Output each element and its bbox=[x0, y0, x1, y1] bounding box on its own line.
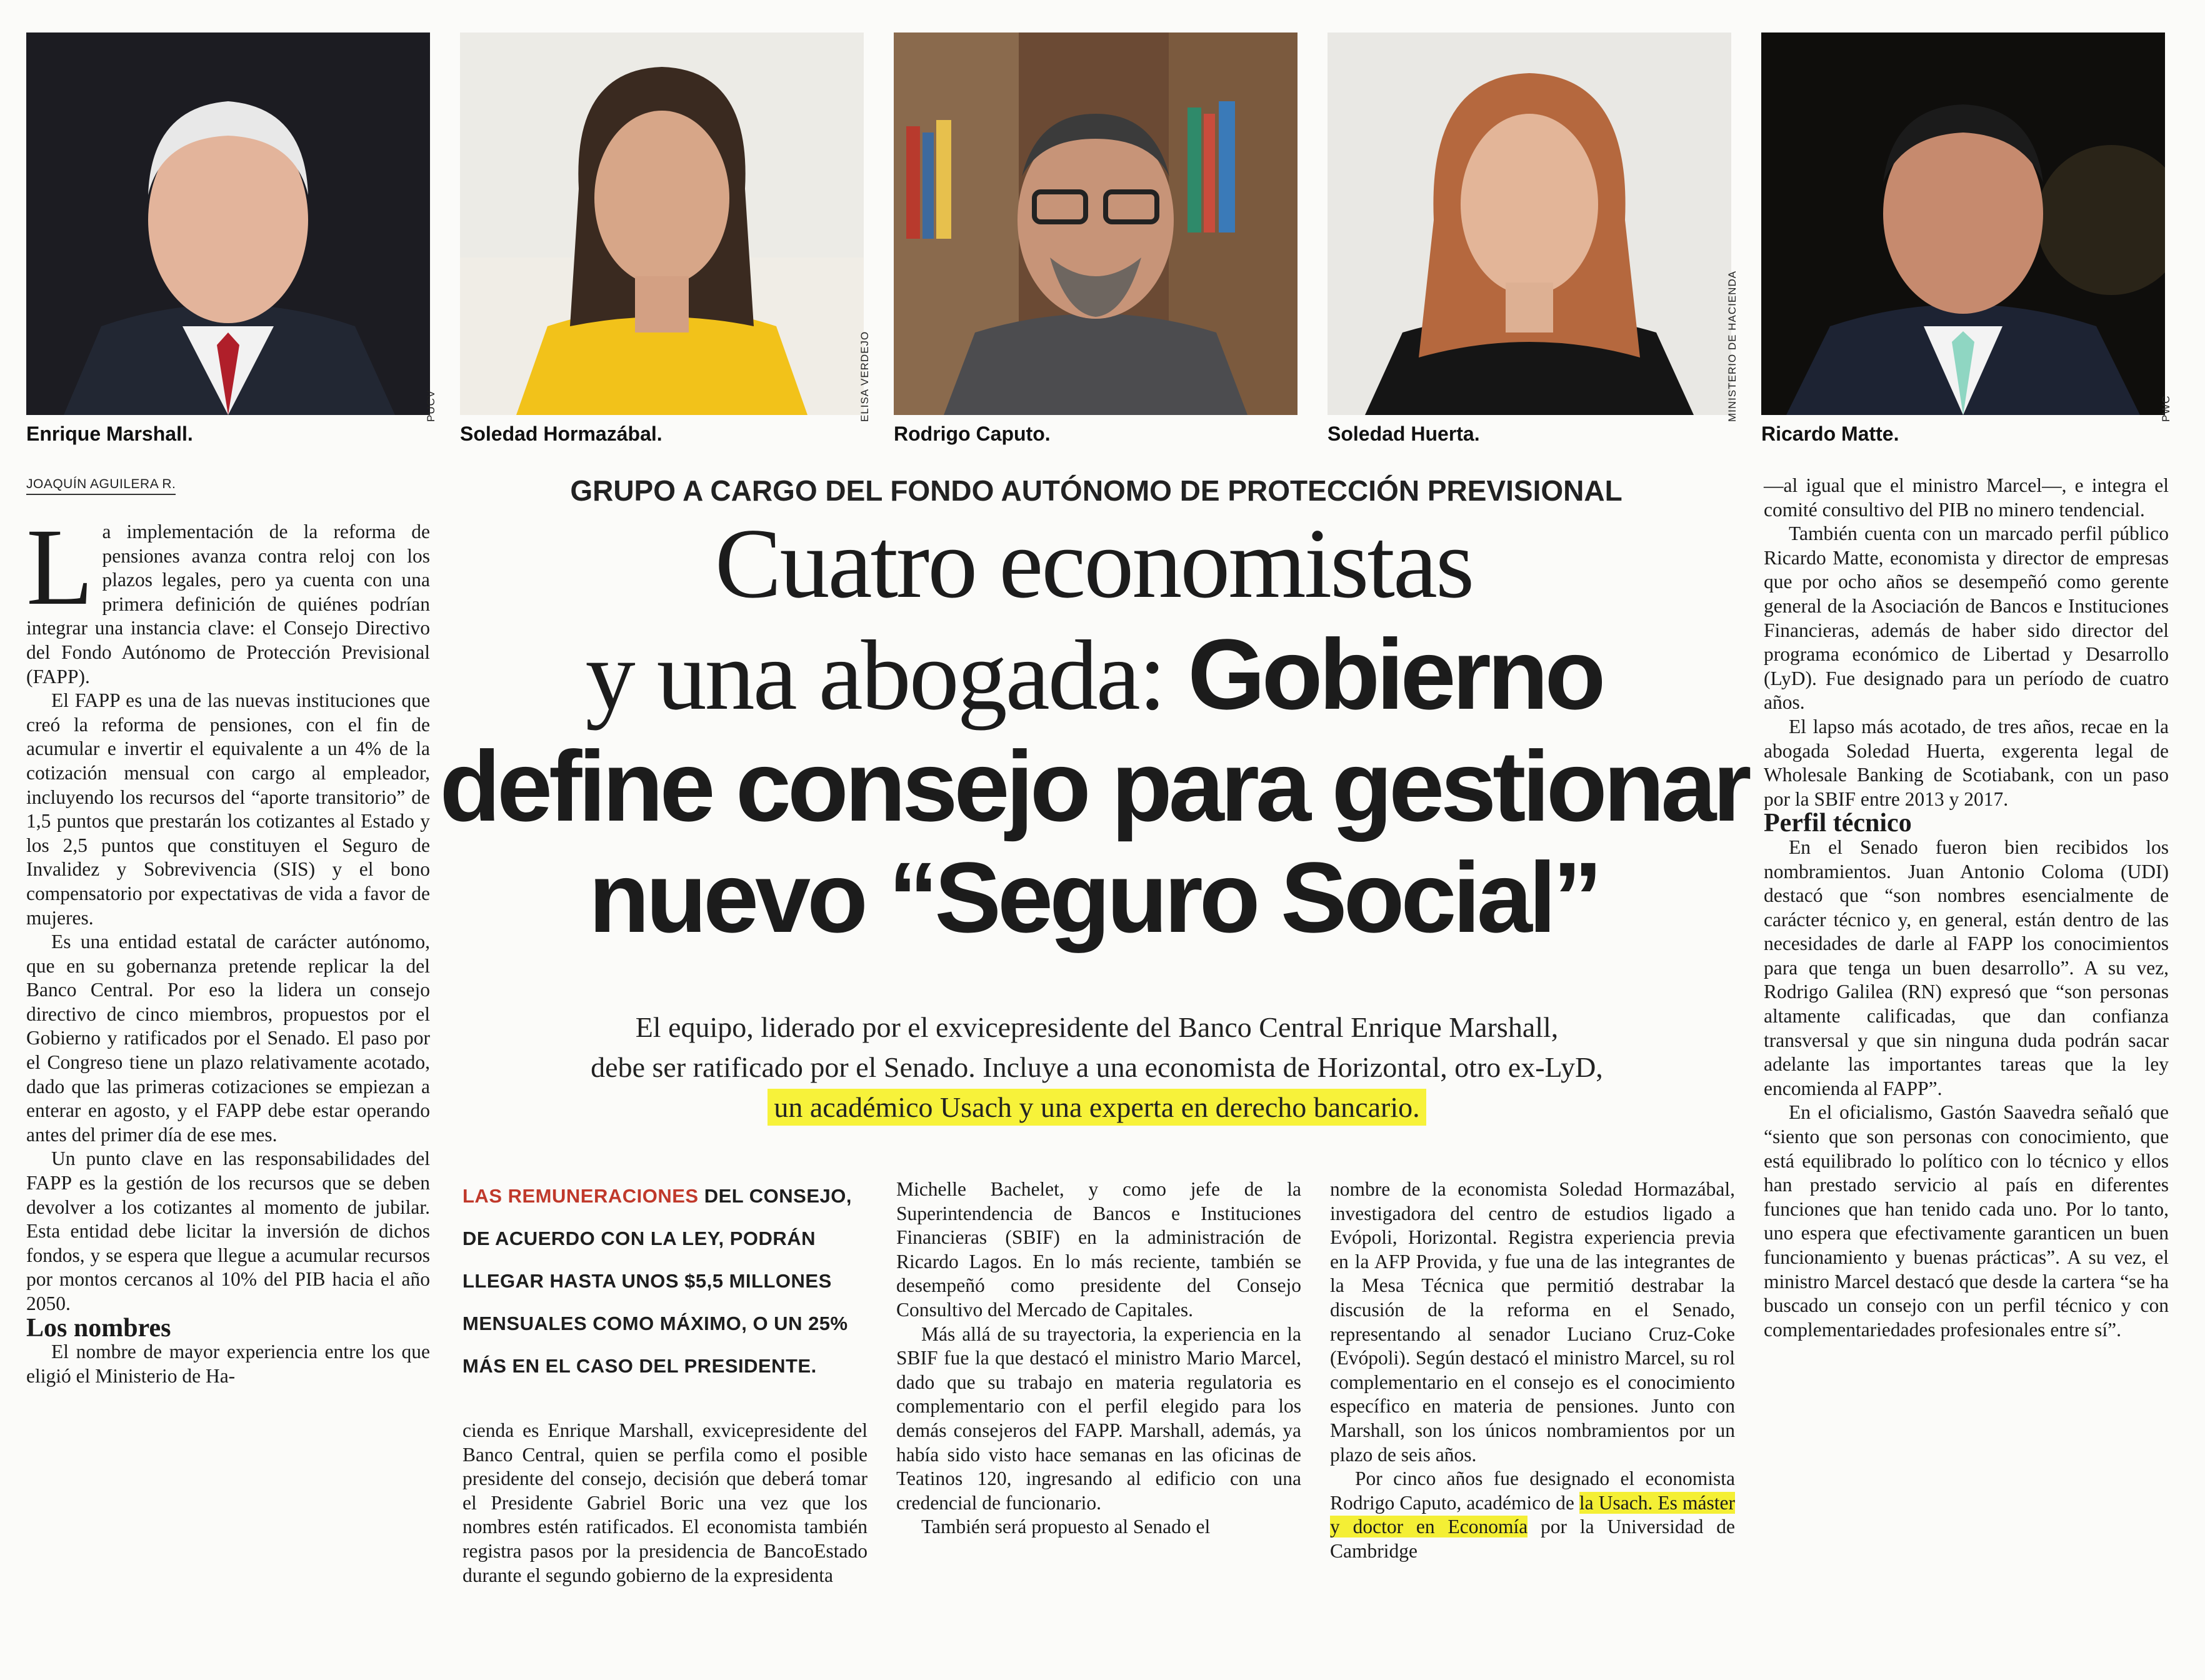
paragraph bbox=[1330, 1467, 1735, 1563]
paragraph: El lapso más acotado, de tres años, recae en la abogada Soledad Huerta, exgerenta legal de Wholesale Banking de Scotiabank, con un paso por la SBIF entre 2013 y 2017. bbox=[1764, 715, 2169, 810]
paragraph: Más allá de su trayectoria, la experiencia en la SBIF fue la que destacó el ministro Mario Marcel, dado que su trabajo en materia regulatoria es complementario con el perfil elegido para los demás consejeros del FAPP. Marshall, además, ya había sido visto hace semanas en las oficinas de Teatinos 120, ingresando al edificio con una credencial de funcionario. bbox=[896, 1322, 1301, 1514]
paragraph: El nombre de mayor experiencia entre los que eligió el Ministerio de Ha- bbox=[26, 1341, 430, 1387]
column-5 bbox=[1764, 474, 2169, 1342]
paragraph: En el Senado fueron bien recibidos los nombramientos. Juan Antonio Coloma (UDI) destacó que “son nombres esencialmente de carácter técnico y, en general, están dentro de las necesidades de darle al FAPP los conocimientos para que tenga un buen desarrollo”. A su vez, Rodrigo Galilea (RN) expresó que “son personas altamente calificadas, que dan confianza transversal y que sin ninguna duda podrán sacar adelante las importantes tareas que la ley encomienda al FAPP”. bbox=[1764, 836, 2169, 1099]
headline bbox=[438, 508, 1750, 953]
photo-caption: Soledad Huerta. bbox=[1328, 422, 1480, 445]
photo-caption: Rodrigo Caputo. bbox=[894, 422, 1051, 445]
photo-soledad-huerta bbox=[1328, 32, 1731, 415]
deck bbox=[462, 1008, 1731, 1128]
headline-line bbox=[438, 619, 1750, 731]
deck-line: El equipo, liderado por el exvicepresidente del Banco Central Enrique Marshall, bbox=[635, 1011, 1559, 1043]
paragraph: Es una entidad estatal de carácter autónomo, que en su gobernanza pretende replicar la del Banco Central. Por eso la lidera un consejo directivo de cinco miembros, propuestos por el Gobierno y ratificados por el Senado. El paso por el Congreso tiene un plazo relativamente acotado, dado que las primeras cotizaciones se empiezan a enterar en agosto, y el FAPP debe estar operando antes del primer día de ese mes. bbox=[26, 931, 430, 1146]
headline-bold: Gobierno bbox=[1188, 618, 1602, 730]
byline: JOAQUÍN AGUILERA R. bbox=[26, 477, 176, 495]
column-4 bbox=[1330, 1178, 1735, 1564]
text-highlight: la Usach. Es máster y doctor en Economía bbox=[1330, 1491, 1735, 1538]
paragraph: Un punto clave en las responsabilidades del FAPP es la gestión de los recursos que se deben devolver a los cotizantes al momento de jubilar. Esta entidad debe licitar la inversión de dichos fondos, y se espera que llegue a acumular recursos por montos cercanos al 10% del PIB hacia el año 2050. bbox=[26, 1148, 430, 1314]
photo-credit: PWC bbox=[2160, 395, 2172, 422]
photo-soledad-hormazabal bbox=[460, 32, 864, 415]
paragraph: En el oficialismo, Gastón Saavedra señaló que “siento que son personas con conocimiento, que está equilibrado lo político con lo técnico y ellos han prestado servicio al país en diferentes funciones que han tenido cada uno. Por lo tanto, uno espera que efectivamente garanticen un buen funcionamiento y buenas prácticas”. A su vez, el ministro Marcel destacó que desde la cartera “se ha buscado un consejo con un perfil técnico y con complementariedades profesionales entre sí”. bbox=[1764, 1101, 2169, 1341]
column-3 bbox=[896, 1178, 1301, 1539]
headline-light: y una abogada: bbox=[585, 619, 1188, 731]
paragraph: —al igual que el ministro Marcel—, e integra el comité consultivo del PIB no minero tendencial. bbox=[1764, 474, 2169, 521]
paragraph: nombre de la economista Soledad Hormazábal, investigadora del centro de estudios ligado a Evópoli, Horizontal. Registra experiencia previa en la AFP Provida, y fue una de las integrantes de la Mesa Técnica que permitió destrabar la discusión de la reforma en el Senado, representando al senador Luciano Cruz-Coke (Evópoli). Según destacó el ministro Marcel, su rol complementario en el consejo es el conocimiento específico en materia de pensiones. Junto con Marshall, son los únicos nombramientos por un plazo de seis años. bbox=[1330, 1178, 1735, 1466]
paragraph-text: a implementación de la reforma de pensiones avanza contra reloj con los plazos legales, pero ya cuenta con una primera definición de quiénes podrían integrar una instancia clave: el Consejo Directivo del Fondo Autónomo de Protección Previsional (FAPP). bbox=[26, 521, 430, 688]
paragraph-text: Por cinco años fue designado el economista Rodrigo Caputo, académico de bbox=[1330, 1468, 1735, 1514]
headline-line: Cuatro economistas bbox=[714, 508, 1473, 619]
photo-credit: ELISA VERDEJO bbox=[859, 331, 871, 422]
paragraph: cienda es Enrique Marshall, exvicepresidente del Banco Central, quien se perfila como el posible presidente del consejo, decisión que deberá tomar el Presidente Gabriel Boric una vez que los nombres estén ratificados. El economista también registra pasos por la presidencia de BancoEstado durante el segundo gobierno de la expresidenta bbox=[462, 1419, 868, 1586]
pullquote bbox=[462, 1175, 858, 1388]
paragraph: Michelle Bachelet, y como jefe de la Superintendencia de Bancos e Instituciones Financieras (SBIF) en la administración de Ricardo Lagos. En lo más reciente, también se desempeñó como presidente del Consejo Consultivo del Mercado de Capitales. bbox=[896, 1178, 1301, 1321]
column-2 bbox=[462, 1419, 868, 1588]
photo-ricardo-matte bbox=[1761, 32, 2165, 415]
paragraph-text: por la Universidad de Cambridge bbox=[1330, 1516, 1735, 1562]
photo-caption: Enrique Marshall. bbox=[26, 422, 193, 445]
paragraph: También cuenta con un marcado perfil público Ricardo Matte, economista y director de empresas que por ocho años se desempeñó como gerente general de la Asociación de Bancos e Instituciones Financieras, además de haber sido director del programa económico de Libertad y Desarrollo (LyD). Fue designado para un período de cuatro años. bbox=[1764, 522, 2169, 714]
paragraph: También será propuesto al Senado el bbox=[921, 1516, 1211, 1538]
drop-cap: L bbox=[26, 506, 94, 628]
headline-line: nuevo “Seguro Social” bbox=[588, 841, 1599, 953]
paragraph bbox=[26, 506, 430, 689]
photo-caption: Ricardo Matte. bbox=[1761, 422, 1899, 445]
photo-enrique-marshall bbox=[26, 32, 430, 415]
deck-line: debe ser ratificado por el Senado. Incluye a una economista de Horizontal, otro ex-LyD, bbox=[591, 1051, 1603, 1083]
photo-credit: PUCV bbox=[425, 389, 437, 422]
paragraph: El FAPP es una de las nuevas instituciones que creó la reforma de pensiones, con el fin de acumular e invertir el equivalente a un 4% de la cotización mensual con cargo al empleador, incluyendo los recursos del “aporte transitorio” de 1,5 puntos que prestarán los cotizantes al Estado y los 2,5 puntos que constituyen el Seguro de Invalidez y Sobrevivencia (SIS) y el bono compensatorio por expectativas de vida a favor de mujeres. bbox=[26, 689, 430, 929]
pullquote-lead: LAS REMUNERACIONES bbox=[462, 1185, 699, 1207]
pullquote-text: DEL CONSEJO, DE ACUERDO CON LA LEY, PODRÁN LLEGAR HASTA UNOS $5,5 MILLONES MENSUALES COMO MÁXIMO, O UN 25% MÁS EN EL CASO DEL PRESIDENTE. bbox=[462, 1185, 852, 1377]
photo-credit: MINISTERIO DE HACIENDA bbox=[1726, 270, 1738, 422]
subheading: Los nombres bbox=[26, 1313, 171, 1342]
column-1 bbox=[26, 506, 430, 1388]
subheading: Perfil técnico bbox=[1764, 809, 1912, 838]
deck-highlight: un académico Usach y una experta en derecho bancario. bbox=[768, 1089, 1426, 1126]
photo-rodrigo-caputo bbox=[894, 32, 1298, 415]
photo-caption: Soledad Hormazábal. bbox=[460, 422, 662, 445]
kicker: GRUPO A CARGO DEL FONDO AUTÓNOMO DE PROTECCIÓN PREVISIONAL bbox=[570, 474, 1622, 507]
headline-line: define consejo para gestionar bbox=[439, 730, 1748, 842]
